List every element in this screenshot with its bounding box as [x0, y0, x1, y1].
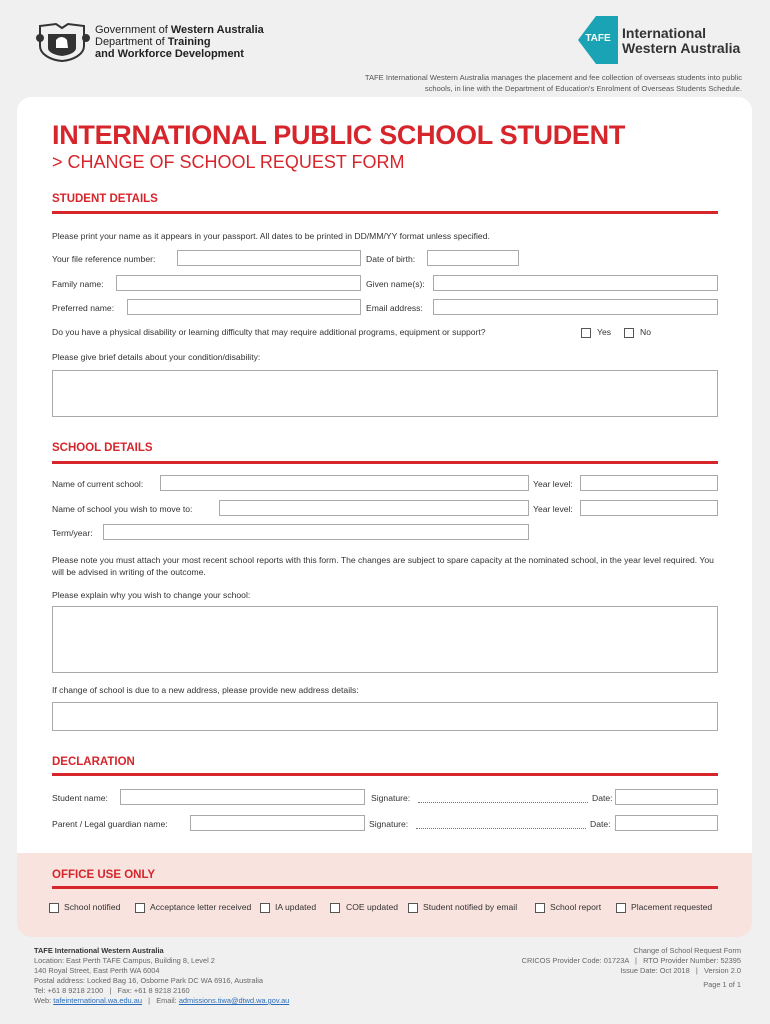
footer-version: Version 2.0	[704, 966, 741, 975]
footer-email-link[interactable]: admissions.tiwa@dtwd.wa.gov.au	[178, 996, 290, 1005]
preferred-name-input[interactable]	[127, 299, 361, 315]
guardian-date-input[interactable]	[615, 815, 718, 831]
email-label: Email address:	[366, 303, 423, 313]
student-date-input[interactable]	[615, 789, 718, 805]
disability-no-label: No	[640, 327, 651, 337]
government-title: Government of Western Australia Department of Training and Workforce Development	[95, 24, 264, 60]
current-school-label: Name of current school:	[52, 479, 144, 489]
office-use-heading: OFFICE USE ONLY	[52, 869, 156, 881]
office-checkbox[interactable]	[408, 903, 418, 913]
office-item-label: School notified	[64, 902, 121, 912]
disability-no-checkbox[interactable]	[624, 328, 634, 338]
section-rule	[52, 461, 718, 464]
office-item-label: School report	[550, 902, 602, 912]
new-year-label: Year level:	[533, 504, 573, 514]
school-details-heading: SCHOOL DETAILS	[52, 442, 153, 454]
guardian-name-input[interactable]	[190, 815, 365, 831]
form-title: INTERNATIONAL PUBLIC SCHOOL STUDENT	[52, 120, 626, 150]
form-card	[17, 97, 752, 937]
office-checkbox[interactable]	[330, 903, 340, 913]
office-checkbox[interactable]	[616, 903, 626, 913]
disability-details-label: Please give brief details about your condition/disability:	[52, 352, 261, 362]
email-input[interactable]	[433, 299, 718, 315]
office-checkbox[interactable]	[135, 903, 145, 913]
footer-web-link[interactable]: tafeinternational.wa.edu.au	[53, 996, 142, 1005]
footer-tel: Tel: +61 8 9218 2100	[34, 986, 104, 995]
family-name-input[interactable]	[116, 275, 361, 291]
current-year-label: Year level:	[533, 479, 573, 489]
office-checkbox[interactable]	[49, 903, 59, 913]
office-item-label: Placement requested	[631, 902, 713, 912]
footer-cricos: CRICOS Provider Code: 01723A	[521, 956, 629, 965]
student-details-heading: STUDENT DETAILS	[52, 193, 158, 205]
office-checkbox[interactable]	[535, 903, 545, 913]
footer-org: TAFE International Western Australia	[34, 946, 164, 955]
dob-label: Date of birth:	[366, 254, 416, 264]
footer-page-number: Page 1 of 1	[703, 980, 741, 989]
footer-form-name: Change of School Request Form	[633, 946, 741, 955]
explain-label: Please explain why you wish to change your school:	[52, 590, 251, 600]
office-checkbox[interactable]	[260, 903, 270, 913]
footer-issue-date: Issue Date: Oct 2018	[620, 966, 690, 975]
office-item-label: COE updated	[346, 902, 399, 912]
office-item-label: IA updated	[275, 902, 317, 912]
office-item-label: Acceptance letter received	[150, 902, 252, 912]
student-date-label: Date:	[592, 793, 613, 803]
footer-street: 140 Royal Street, East Perth WA 6004	[34, 966, 160, 975]
tafe-badge-text: TAFE	[585, 33, 611, 44]
declaration-heading: DECLARATION	[52, 756, 135, 768]
school-note: Please note you must attach your most recent school reports with this form. The changes are subject to spare capacity at the nominated school, in the year level required. You will be advised in writing of the outcome.	[52, 555, 714, 577]
dob-input[interactable]	[427, 250, 519, 266]
footer-email-label: Email:	[156, 996, 177, 1005]
explain-textarea[interactable]	[52, 606, 718, 673]
wa-government-crest-icon	[34, 20, 94, 62]
disability-yes-label: Yes	[597, 327, 612, 337]
new-school-label: Name of school you wish to move to:	[52, 504, 193, 514]
file-ref-label: Your file reference number:	[52, 254, 156, 264]
given-name-label: Given name(s):	[366, 279, 425, 289]
footer-fax: Fax: +61 8 9218 2160	[117, 986, 190, 995]
footer-rto: RTO Provider Number: 52395	[643, 956, 741, 965]
guardian-name-label: Parent / Legal guardian name:	[52, 819, 168, 829]
current-school-input[interactable]	[160, 475, 529, 491]
file-ref-input[interactable]	[177, 250, 361, 266]
footer-web-label: Web:	[34, 996, 52, 1005]
footer-postal: Postal address: Locked Bag 16, Osborne Park DC WA 6916, Australia	[34, 976, 263, 985]
current-year-input[interactable]	[580, 475, 718, 491]
section-rule	[52, 886, 718, 889]
footer-contact: TAFE International Western Australia Location: East Perth TAFE Campus, Building 8, Level 2 140 Royal Street, East Perth WA 6004 Postal address: Locked Bag 16, Osborne Park DC WA 6916, Australia Tel: +61 8 9218 2100 | Fax: +61 8 9218 2160 Web: tafeinternational.wa.edu.au | Email: admissions.tiwa@dtwd.wa.gov.au	[34, 946, 364, 1006]
address-label: If change of school is due to a new address, please provide new address details:	[52, 685, 359, 695]
footer-location: Location: East Perth TAFE Campus, Building 8, Level 2	[34, 956, 215, 965]
family-name-label: Family name:	[52, 279, 104, 289]
form-subtitle: > CHANGE OF SCHOOL REQUEST FORM	[52, 152, 405, 172]
footer-form-info: Change of School Request Form CRICOS Provider Code: 01723A | RTO Provider Number: 52395 Issue Date: Oct 2018 | Version 2.0 Page 1 of 1	[450, 946, 741, 990]
student-name-label: Student name:	[52, 793, 108, 803]
student-name-input[interactable]	[120, 789, 365, 805]
student-signature-line[interactable]	[418, 802, 588, 803]
guardian-date-label: Date:	[590, 819, 611, 829]
address-textarea[interactable]	[52, 702, 718, 731]
guardian-signature-label: Signature:	[369, 819, 409, 829]
term-year-input[interactable]	[103, 524, 529, 540]
section-rule	[52, 211, 718, 214]
term-year-label: Term/year:	[52, 528, 93, 538]
guardian-signature-line[interactable]	[416, 828, 586, 829]
office-use-panel	[17, 853, 752, 937]
disability-yes-checkbox[interactable]	[581, 328, 591, 338]
disability-question: Do you have a physical disability or learning difficulty that may require additional programs, equipment or support?	[52, 327, 486, 337]
preferred-name-label: Preferred name:	[52, 303, 115, 313]
student-instruction: Please print your name as it appears in your passport. All dates to be printed in DD/MM/YY format unless specified.	[52, 231, 490, 241]
disability-details-textarea[interactable]	[52, 370, 718, 417]
new-year-input[interactable]	[580, 500, 718, 516]
intro-text: TAFE International Western Australia manages the placement and fee collection of overseas students into public schools, in line with the Department of Education's Enrolment of Overseas Students Schedule.	[364, 73, 742, 93]
section-rule	[52, 773, 718, 776]
new-school-input[interactable]	[219, 500, 529, 516]
given-name-input[interactable]	[433, 275, 718, 291]
student-signature-label: Signature:	[371, 793, 411, 803]
tafe-title: International Western Australia	[622, 25, 741, 56]
office-item-label: Student notified by email	[423, 902, 518, 912]
